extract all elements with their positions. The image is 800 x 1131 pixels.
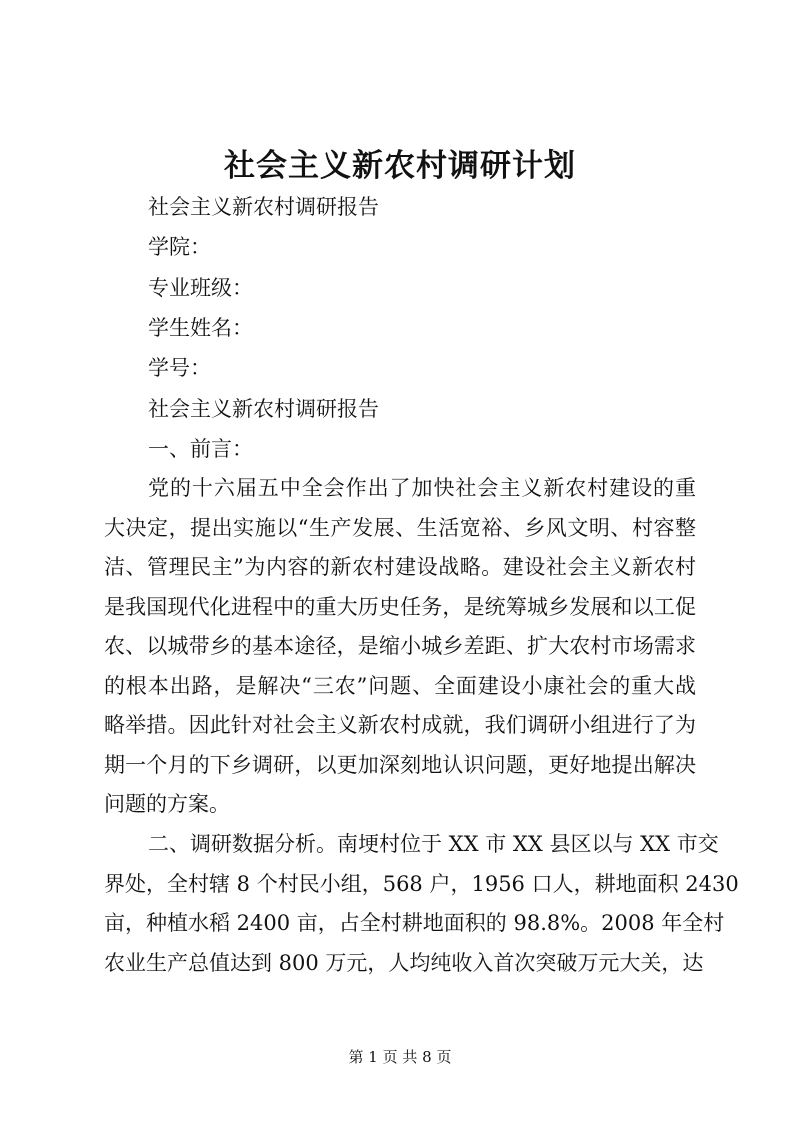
paragraph-line: 党的十六届五中全会作出了加快社会主义新农村建设的重: [148, 476, 696, 500]
paragraph-line: 洁、管理民主”为内容的新农村建设战略。建设社会主义新农村: [104, 555, 696, 579]
page-title: 社会主义新农村调研计划: [224, 148, 576, 184]
paragraph-line: 是我国现代化进程中的重大历史任务，是统筹城乡发展和以工促: [104, 594, 696, 619]
preface-paragraph: [104, 469, 696, 825]
paragraph-line: 问题的方案。: [104, 792, 230, 816]
paragraph-line: 二、调研数据分析。南埂村位于 XX 市 XX 县区以与 XX 市交: [148, 832, 719, 856]
report-heading: 社会主义新农村调研报告: [148, 397, 379, 421]
paragraph-line: 略举措。因此针对社会主义新农村成就，我们调研小组进行了为: [104, 713, 696, 737]
page-footer: 第 1 页 共 8 页: [348, 1048, 452, 1066]
paragraph-line: 大决定，提出实施以“生产发展、生活宽裕、乡风文明、村容整: [104, 515, 696, 540]
field-class: 专业班级：: [148, 276, 253, 300]
field-student-name: 学生姓名：: [148, 316, 253, 340]
field-student-id: 学号：: [148, 356, 211, 380]
paragraph-line: 农、以城带乡的基本途径，是缩小城乡差距、扩大农村市场需求: [104, 634, 696, 658]
paragraph-line: 的根本出路，是解决“三农”问题、全面建设小康社会的重大战: [104, 673, 696, 698]
data-analysis-paragraph: [104, 825, 739, 983]
paragraph-line: 期一个月的下乡调研，以更加深刻地认识问题，更好地提出解决: [104, 752, 696, 777]
report-subtitle: 社会主义新农村调研报告: [148, 195, 379, 219]
paragraph-line: 界处，全村辖 8 个村民小组，568 户，1956 口人，耕地面积 2430: [104, 871, 739, 896]
field-college: 学院：: [148, 235, 211, 259]
paragraph-line: 亩，种植水稻 2400 亩，占全村耕地面积的 98.8%。2008 年全村: [104, 911, 725, 935]
section-heading-preface: 一、前言：: [148, 437, 253, 461]
paragraph-line: 农业生产总值达到 800 万元，人均纯收入首次突破万元大关，达: [104, 950, 704, 975]
